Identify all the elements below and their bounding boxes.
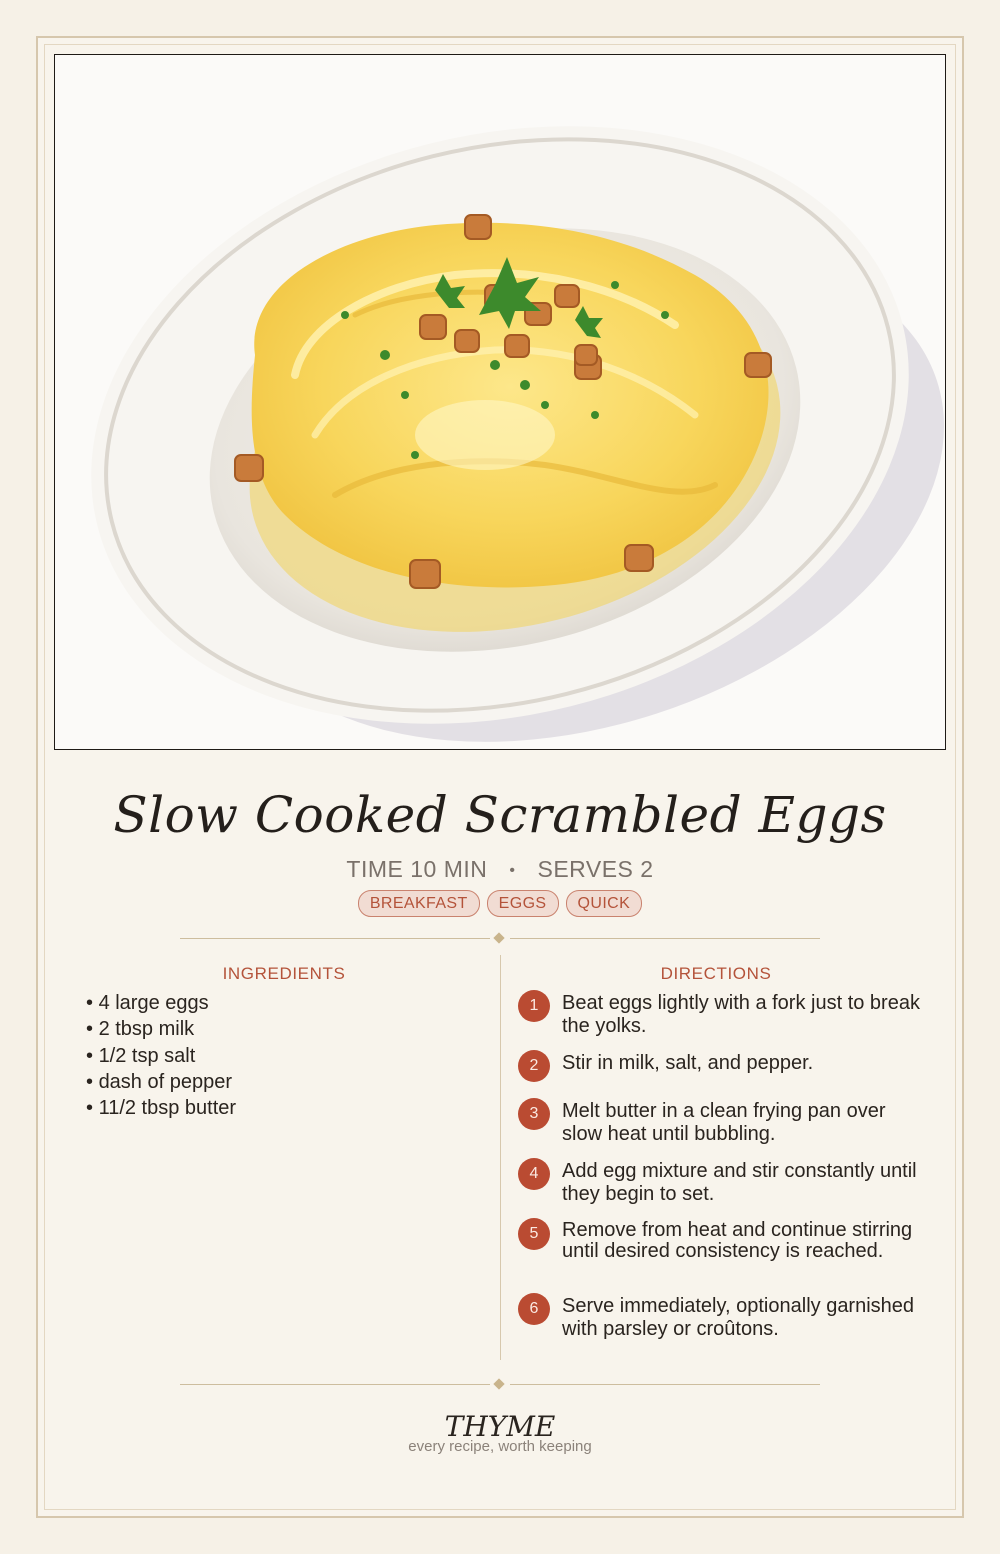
cook-time: TIME 10 MIN: [346, 856, 488, 882]
divider-line-right: [510, 938, 820, 939]
step-number-badge: 5: [518, 1218, 550, 1250]
column-divider: [500, 955, 501, 1360]
ingredient-item: • 4 large eggs: [86, 990, 236, 1016]
section-divider-top: [180, 932, 820, 946]
servings: SERVES 2: [537, 856, 654, 882]
recipe-meta: [0, 856, 1000, 883]
recipe-photo: [54, 54, 946, 750]
diamond-ornament-icon: [493, 932, 504, 943]
step-text: Add egg mixture and stir constantly until they begin to set.: [562, 1160, 917, 1205]
ingredient-item: • dash of pepper: [86, 1069, 236, 1095]
step-number-badge: 4: [518, 1158, 550, 1190]
step-text: Remove from heat and continue stirring until desired consistency is reached.: [562, 1219, 913, 1262]
recipe-title: Slow Cooked Scrambled Eggs: [113, 786, 887, 844]
tag-breakfast[interactable]: BREAKFAST: [358, 890, 480, 917]
ingredients-list: [86, 990, 236, 1121]
divider-line-right: [510, 1384, 820, 1385]
step-text: Serve immediately, optionally garnished with parsley or croûtons.: [562, 1295, 915, 1340]
section-divider-bottom: [180, 1378, 820, 1392]
tag-list: [0, 890, 1000, 917]
divider-line-left: [180, 1384, 490, 1385]
divider-line-left: [180, 938, 490, 939]
tag-eggs[interactable]: EGGS: [487, 890, 559, 917]
step-text: Melt butter in a clean frying pan over slow heat until bubbling.: [562, 1100, 886, 1145]
tag-quick[interactable]: QUICK: [566, 890, 643, 917]
step-number-badge: 2: [518, 1050, 550, 1082]
directions-heading: DIRECTIONS: [660, 964, 772, 983]
step-text: Stir in milk, salt, and pepper.: [562, 1052, 814, 1074]
scrambled-eggs-illustration: [55, 55, 945, 749]
step-number-badge: 3: [518, 1098, 550, 1130]
ingredient-item: • 1/2 tsp salt: [86, 1043, 236, 1069]
step-number-badge: 6: [518, 1293, 550, 1325]
step-text: Beat eggs lightly with a fork just to break the yolks.: [562, 992, 920, 1037]
brand-logo: THYME: [444, 1410, 556, 1443]
ingredients-heading: INGREDIENTS: [222, 964, 346, 983]
meta-separator: •: [509, 861, 516, 879]
step-number-badge: 1: [518, 990, 550, 1022]
ingredient-item: • 2 tbsp milk: [86, 1016, 236, 1042]
brand-tagline: every recipe, worth keeping: [408, 1438, 592, 1455]
ingredient-item: • 11/2 tbsp butter: [86, 1095, 236, 1121]
diamond-ornament-icon: [493, 1378, 504, 1389]
